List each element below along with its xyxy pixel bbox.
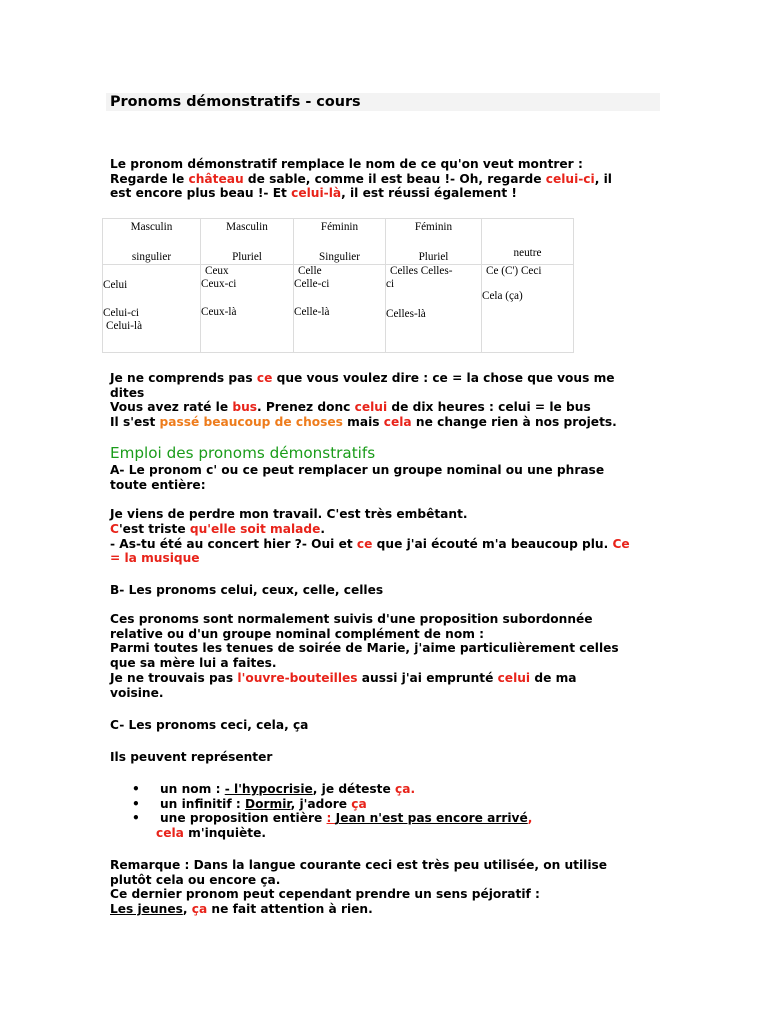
intro-line (110, 172, 670, 187)
text-line: Ce dernier pronom peut cependant prendre un sens péjoratif : (110, 887, 540, 902)
text: de sable, comme il est beau !- Oh, regarde (243, 171, 546, 186)
text: Il s'est (110, 415, 160, 430)
intro-paragraph (110, 157, 670, 201)
header-line2: Pluriel (232, 251, 262, 263)
text-line: A- Le pronom c' ou ce peut remplacer un groupe nominal ou une phrase (110, 463, 605, 477)
table-header-cell (482, 219, 574, 265)
pronoun-table (102, 218, 574, 353)
cell-value: Ceux (205, 265, 229, 277)
highlight-colon: : (326, 811, 336, 826)
text: aussi j'ai emprunté (357, 670, 498, 685)
example-line (110, 415, 670, 430)
list-continuation (110, 826, 670, 841)
list-item (110, 811, 670, 826)
table-cell (103, 265, 201, 353)
examples-paragraph (110, 371, 670, 430)
text-line: Je viens de perdre mon travail. C'est très embêtant. (110, 507, 468, 522)
header-line1: Masculin (226, 221, 268, 233)
text: Je ne trouvais pas (110, 670, 238, 685)
header-line2: singulier (131, 251, 172, 263)
example-line: dites (110, 385, 145, 400)
cell-value: Celle (298, 265, 322, 277)
cell-value: Cela (ça) (482, 290, 523, 302)
header-line2: Singulier (318, 251, 361, 263)
text: Regarde le (110, 171, 189, 186)
highlight-pronoun: cela (156, 826, 184, 841)
highlight-noun: l'ouvre-bouteilles (237, 670, 358, 685)
page-title: Pronoms démonstratifs - cours (110, 94, 361, 110)
bullet-icon: • (132, 796, 140, 811)
header-line1: Masculin (130, 221, 173, 233)
highlight-noun: bus (232, 400, 257, 415)
text: . Prenez donc (257, 400, 355, 415)
text: m'inquiète. (183, 826, 266, 841)
intro-line (110, 186, 670, 201)
section-heading: Emploi des pronoms démonstratifs (110, 444, 376, 462)
cell-value: Celle-là (294, 306, 330, 318)
text: un nom : (160, 782, 225, 796)
underlined-text: Jean n'est pas encore arrivé (335, 811, 528, 826)
text-line: plutôt cela ou encore ça. (110, 872, 281, 887)
text: , il (594, 171, 612, 186)
table-header-cell (103, 219, 201, 265)
cell-value: Celui-là (106, 320, 143, 332)
highlight-noun: château (188, 171, 244, 186)
text: un infinitif : (160, 796, 246, 811)
table-cell (482, 265, 574, 353)
bullet-list (110, 782, 670, 826)
highlight-pronoun: celui-là (291, 186, 342, 201)
bullet-icon: • (132, 811, 140, 826)
text: , j'adore (290, 796, 352, 811)
highlight-pronoun: celui (497, 670, 531, 685)
highlight-phrase: passé beaucoup de choses (159, 415, 343, 430)
text: , (182, 902, 192, 917)
highlight-phrase: = la musique (110, 551, 200, 566)
cell-value: Celle-ci (294, 278, 330, 290)
highlight-pronoun: ça (351, 796, 367, 811)
text: , je déteste (312, 782, 395, 796)
text: est encore plus beau !- Et (110, 186, 292, 201)
text: mais (342, 415, 384, 430)
text-line (110, 522, 670, 537)
section-b (110, 583, 670, 598)
example-line (110, 371, 670, 386)
text-line: relative ou d'un groupe nominal complément de nom : (110, 626, 485, 641)
underlined-text: Les jeunes (110, 902, 183, 917)
table-header-cell (294, 219, 386, 265)
text-line: Ils peuvent représenter (110, 750, 273, 764)
text: que vous voulez dire : ce = la chose que vous me (272, 371, 615, 385)
text: ne change rien à nos projets. (411, 415, 617, 430)
highlight-pronoun: ce (356, 536, 373, 551)
section-c-intro (110, 750, 670, 765)
text-line: que sa mère lui a faites. (110, 656, 277, 671)
table-cell (201, 265, 294, 353)
example-line (110, 400, 670, 415)
text: ne fait attention à rien. (207, 902, 373, 917)
section-a (110, 463, 670, 566)
text-line: voisine. (110, 685, 164, 700)
text-line (110, 537, 670, 552)
text: , il est réussi également ! (341, 186, 517, 201)
highlight-pronoun: C (110, 521, 119, 536)
highlight-pronoun: ça. (395, 782, 416, 796)
text-line: Ces pronoms sont normalement suivis d'une proposition subordonnée (110, 612, 593, 626)
text: une proposition entière (160, 811, 327, 826)
text-line (110, 671, 670, 686)
spacer (110, 492, 670, 507)
highlight-comma: , (527, 811, 533, 826)
table-header-cell (386, 219, 482, 265)
text: Vous avez raté le (110, 400, 233, 415)
header-line2: Pluriel (418, 251, 449, 263)
cell-value: Celles Celles- (390, 265, 453, 277)
header-line1 (482, 221, 573, 234)
section-b-body (110, 612, 670, 700)
highlight-pronoun: cela (383, 415, 412, 430)
table-header-row (103, 219, 574, 265)
underlined-text: Dormir (245, 796, 291, 811)
cell-value: Celles-là (386, 308, 426, 320)
cell-value: Celui (103, 279, 128, 291)
header-line2: neutre (513, 247, 542, 259)
underlined-text: - l'hypocrisie (224, 782, 313, 796)
cell-value: Ceux-là (201, 306, 237, 318)
highlight-pronoun: ce (256, 371, 273, 385)
header-line1: Féminin (414, 221, 453, 233)
text: Je ne comprends pas (110, 371, 257, 385)
text: que j'ai écouté m'a beaucoup plu. (372, 536, 613, 551)
text: - As-tu été au concert hier ?- Oui et (110, 536, 357, 551)
bullet-icon: • (132, 782, 140, 796)
list-item (110, 782, 670, 797)
section-c-list (110, 782, 670, 841)
text: 'est triste (118, 521, 190, 536)
text-line (110, 902, 670, 917)
subsection-heading: B- Les pronoms celui, ceux, celle, celles (110, 583, 384, 597)
text-line: Parmi toutes les tenues de soirée de Marie, j'aime particulièrement celles (110, 641, 619, 656)
text-line: toute entière: (110, 477, 206, 492)
highlight-pronoun: celui-ci (545, 171, 595, 186)
list-item (110, 797, 670, 812)
table-cell (386, 265, 482, 353)
text: de dix heures : celui = le bus (387, 400, 591, 415)
highlight-pronoun: ça (191, 902, 208, 917)
cell-value: Ce (C') Ceci (486, 265, 542, 277)
remark-paragraph (110, 858, 670, 917)
subsection-heading: C- Les pronoms ceci, cela, ça (110, 718, 309, 732)
header-line1: Féminin (320, 221, 359, 233)
table-cell (294, 265, 386, 353)
highlight-phrase: qu'elle soit malade (189, 521, 321, 536)
table-body-row (103, 265, 574, 353)
cell-value: Ceux-ci (201, 278, 237, 290)
text: . (320, 521, 325, 536)
cell-value: ci (386, 278, 395, 290)
highlight-pronoun: celui (354, 400, 388, 415)
intro-line: Le pronom démonstratif remplace le nom de ce qu'on veut montrer : (110, 157, 583, 171)
section-c (110, 718, 670, 733)
highlight-pronoun: Ce (612, 536, 630, 551)
cell-value: Celui-ci (103, 307, 140, 319)
table-header-cell (201, 219, 294, 265)
text: de ma (530, 670, 577, 685)
text-line: Remarque : Dans la langue courante ceci est très peu utilisée, on utilise (110, 858, 608, 872)
